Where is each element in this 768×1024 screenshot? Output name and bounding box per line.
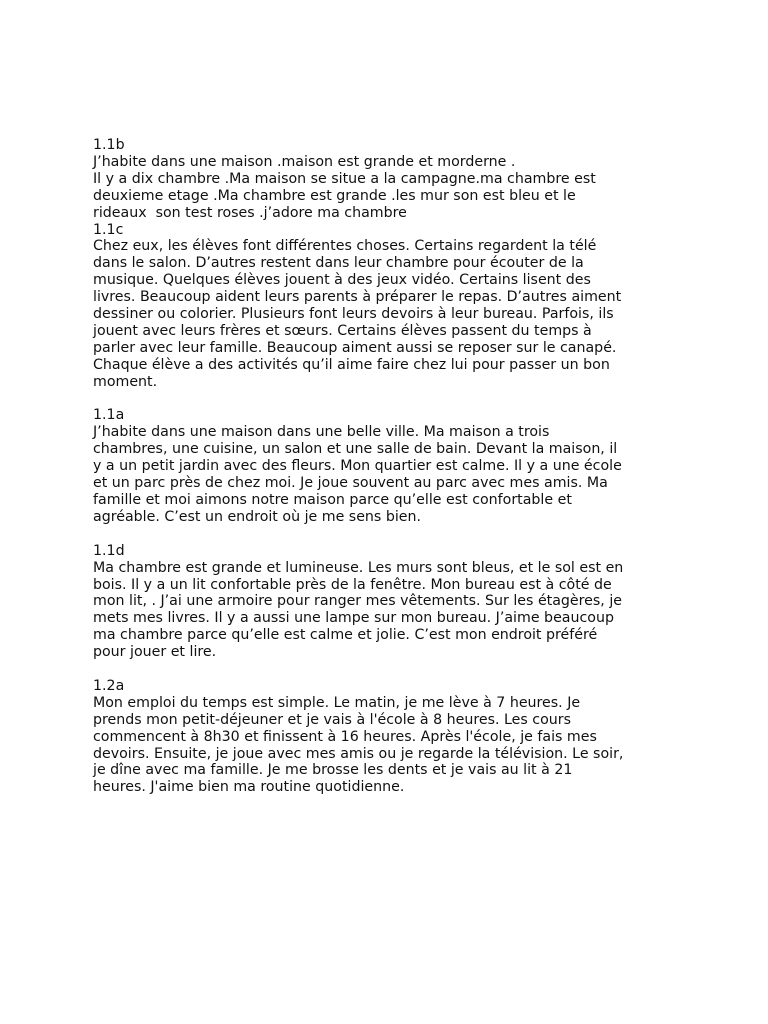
section-1-1d bbox=[93, 543, 678, 661]
paragraph-line: commencent à 8h30 et finissent à 16 heures. Après l'école, je fais mes bbox=[93, 728, 597, 745]
paragraph-line: musique. Quelques élèves jouent à des jeux vidéo. Certains lisent des bbox=[93, 272, 591, 289]
paragraph-line: bois. Il y a un lit confortable près de la fenêtre. Mon bureau est à côté de bbox=[93, 576, 612, 593]
document-page bbox=[93, 137, 678, 796]
section-heading: 1.2a bbox=[93, 677, 125, 694]
paragraph-line: prends mon petit-déjeuner et je vais à l'école à 8 heures. Les cours bbox=[93, 711, 571, 728]
paragraph-line: mon lit, . J’ai une armoire pour ranger mes vêtements. Sur les étagères, je bbox=[93, 593, 622, 610]
paragraph-line: moment. bbox=[93, 373, 158, 390]
blank-line bbox=[93, 526, 678, 543]
paragraph-line: jouent avec leurs frères et sœurs. Certains élèves passent du temps à bbox=[93, 322, 592, 339]
paragraph-line: dans le salon. D’autres restent dans leur chambre pour écouter de la bbox=[93, 255, 584, 272]
paragraph-line: parler avec leur famille. Beaucoup aiment aussi se reposer sur le canapé. bbox=[93, 339, 617, 356]
paragraph-line: J’habite dans une maison dans une belle ville. Ma maison a trois bbox=[93, 424, 550, 441]
section-1-1a bbox=[93, 407, 678, 525]
paragraph-line: Mon emploi du temps est simple. Le matin, je me lève à 7 heures. Je bbox=[93, 694, 581, 711]
paragraph-line: rideaux son test roses .j’adore ma chambre bbox=[93, 204, 407, 221]
paragraph-line: livres. Beaucoup aident leurs parents à préparer le repas. D’autres aiment bbox=[93, 289, 622, 306]
section-1-1b bbox=[93, 137, 678, 222]
paragraph-line: agréable. C’est un endroit où je me sens bien. bbox=[93, 508, 421, 525]
paragraph-line: Chez eux, les élèves font différentes choses. Certains regardent la télé bbox=[93, 238, 597, 255]
section-heading: 1.1b bbox=[93, 137, 125, 153]
section-1-1c bbox=[93, 222, 678, 391]
section-heading: 1.1d bbox=[93, 542, 125, 559]
paragraph-line: pour jouer et lire. bbox=[93, 644, 217, 661]
paragraph-line: Il y a dix chambre .Ma maison se situe a la campagne.ma chambre est bbox=[93, 170, 596, 187]
section-1-2a bbox=[93, 678, 678, 796]
paragraph-line: Ma chambre est grande et lumineuse. Les murs sont bleus, et le sol est en bbox=[93, 559, 624, 576]
paragraph-line: famille et moi aimons notre maison parce qu’elle est confortable et bbox=[93, 492, 572, 509]
blank-line bbox=[93, 661, 678, 678]
paragraph-line: y a un petit jardin avec des fleurs. Mon quartier est calme. Il y a une école bbox=[93, 458, 622, 475]
paragraph-line: Chaque élève a des activités qu’il aime faire chez lui pour passer un bon bbox=[93, 356, 610, 373]
paragraph-line: dessiner ou colorier. Plusieurs font leurs devoirs à leur bureau. Parfois, ils bbox=[93, 306, 614, 323]
section-heading: 1.1c bbox=[93, 221, 124, 238]
section-heading: 1.1a bbox=[93, 407, 125, 424]
paragraph-line: deuxieme etage .Ma chambre est grande .les mur son est bleu et le bbox=[93, 187, 576, 204]
paragraph-line: ma chambre parce qu’elle est calme et jolie. C’est mon endroit préféré bbox=[93, 627, 598, 644]
paragraph-line: chambres, une cuisine, un salon et une salle de bain. Devant la maison, il bbox=[93, 441, 618, 458]
paragraph-line: je dîne avec ma famille. Je me brosse les dents et je vais au lit à 21 bbox=[93, 762, 573, 779]
paragraph-line: et un parc près de chez moi. Je joue souvent au parc avec mes amis. Ma bbox=[93, 475, 608, 492]
paragraph-line: devoirs. Ensuite, je joue avec mes amis ou je regarde la télévision. Le soir, bbox=[93, 745, 624, 762]
paragraph-line: heures. J'aime bien ma routine quotidienne. bbox=[93, 779, 405, 796]
paragraph-line: J’habite dans une maison .maison est grande et morderne . bbox=[93, 153, 516, 170]
blank-line bbox=[93, 391, 678, 408]
paragraph-line: mets mes livres. Il y a aussi une lampe sur mon bureau. J’aime beaucoup bbox=[93, 610, 614, 627]
